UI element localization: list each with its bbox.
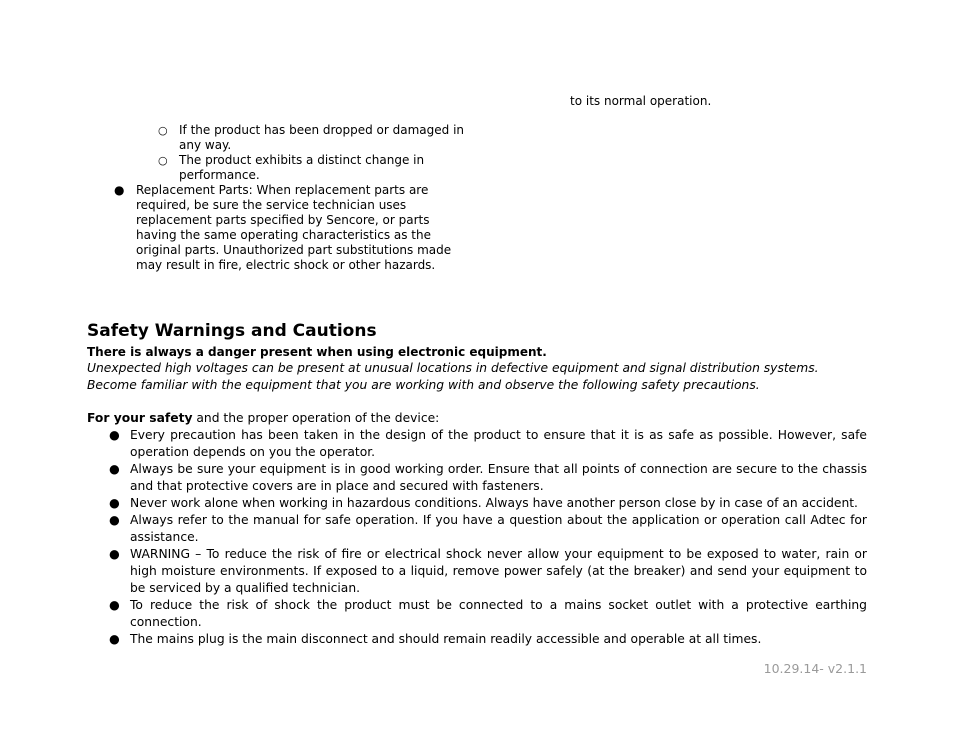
list-item-text: Always be sure your equipment is in good working order. Ensure that all points of connection are secure to the chassis and that protective covers are in place and secured with fasteners. bbox=[130, 462, 867, 493]
bullet-icon: ● bbox=[109, 547, 120, 561]
list-item bbox=[87, 546, 867, 597]
list-item bbox=[87, 461, 867, 495]
bullet-icon: ● bbox=[109, 513, 120, 527]
bullet-icon: ● bbox=[109, 428, 120, 442]
version-footer: 10.29.14- v2.1.1 bbox=[763, 661, 867, 676]
list-item-text: Always refer to the manual for safe operation. If you have a question about the application or operation call Adtec for assistance. bbox=[130, 513, 867, 544]
bullet-icon: ● bbox=[109, 632, 120, 646]
list-item-text: Never work alone when working in hazardous conditions. Always have another person close by in case of an accident. bbox=[130, 496, 858, 510]
list-item bbox=[87, 512, 867, 546]
hollow-bullet-icon: ○ bbox=[158, 154, 168, 167]
safety-lead-line bbox=[87, 410, 439, 427]
list-item bbox=[87, 631, 867, 648]
list-item bbox=[87, 427, 867, 461]
sub-list-item-text: The product exhibits a distinct change in performance. bbox=[179, 153, 425, 182]
list-item-text: The mains plug is the main disconnect and should remain readily accessible and operable at all times. bbox=[130, 632, 762, 646]
list-item-replacement-parts bbox=[88, 183, 466, 273]
sub-list-item-text: If the product has been dropped or damaged in any way. bbox=[179, 123, 465, 152]
list-item-text: Every precaution has been taken in the design of the product to ensure that it is as safe as possible. However, safe operation depends on you the operator. bbox=[130, 428, 867, 459]
list-item-text: WARNING – To reduce the risk of fire or electrical shock never allow your equipment to be exposed to water, rain or high moisture environments. If exposed to a liquid, remove power safely (at the breaker) and send your equipment to be serviced by a qualified technician. bbox=[130, 547, 867, 595]
list-item-text: Replacement Parts: When replacement parts are required, be sure the service technician uses replacement parts specified by Sencore, or parts having the same operating characteristics as the original parts. Unauthorized part substitutions made may result in fire, electric shock or other hazards. bbox=[136, 183, 452, 272]
sub-list-item bbox=[88, 153, 479, 183]
precautions-list bbox=[87, 427, 867, 648]
list-item bbox=[87, 495, 867, 512]
sub-list-item bbox=[88, 123, 479, 153]
list-item-text: To reduce the risk of shock the product must be connected to a mains socket outlet with a protective earthing connection. bbox=[130, 598, 867, 629]
bullet-icon: ● bbox=[109, 496, 120, 510]
bullet-icon: ● bbox=[109, 598, 120, 612]
bullet-icon: ● bbox=[109, 462, 120, 476]
list-item bbox=[87, 597, 867, 631]
hollow-bullet-icon: ○ bbox=[158, 124, 168, 137]
safety-lead-bold: For your safety bbox=[87, 411, 193, 425]
section-title: Safety Warnings and Cautions bbox=[87, 321, 377, 341]
continued-text-right-column: to its normal operation. bbox=[570, 94, 712, 108]
bullet-icon: ● bbox=[114, 183, 125, 197]
safety-lead-rest: and the proper operation of the device: bbox=[192, 411, 440, 425]
intro-paragraph: Unexpected high voltages can be present at unusual locations in defective equipment and signal distribution systems. Become familiar with the equipment that you are working with and observe the following safety precautions. bbox=[87, 361, 819, 392]
left-column bbox=[88, 123, 508, 273]
danger-statement: There is always a danger present when using electronic equipment. bbox=[87, 345, 547, 359]
